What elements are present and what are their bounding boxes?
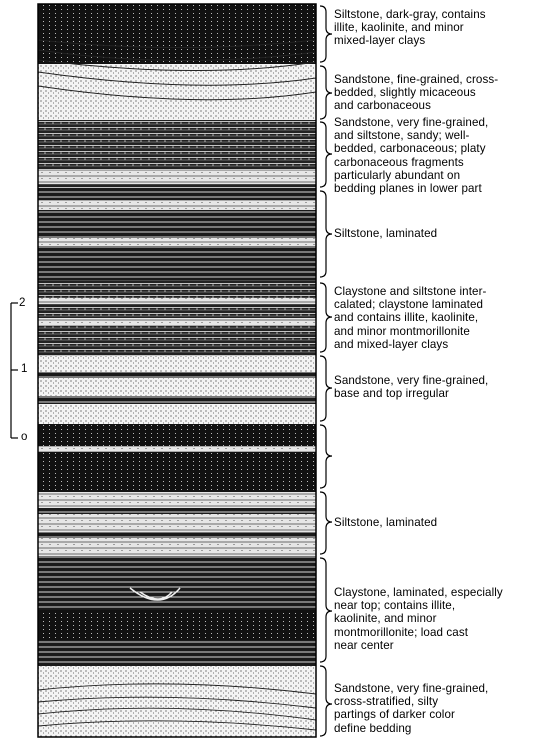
unit-label: Claystone and siltstone inter- calated; claystone laminated and contains illite, kaolinite, and minor montmorillonite and mixed-layer clays <box>334 285 487 351</box>
unit-label: Sandstone, very fine-grained, and siltstone, sandy; well- bedded, carbonaceous; platy carbonaceous fragments particularly abundant on bedding planes in lower part <box>334 116 489 196</box>
band-light <box>38 446 316 452</box>
scale-label-0: o <box>21 431 28 443</box>
bracket <box>320 356 332 421</box>
band-dark <box>38 372 316 378</box>
band-light <box>38 318 316 326</box>
band-dark <box>38 396 316 404</box>
band-light <box>38 200 316 210</box>
unit-siltstone-laminated-2 <box>38 492 316 556</box>
bracket <box>320 66 332 119</box>
unit-label: Siltstone, laminated <box>334 227 438 240</box>
band-dark <box>38 508 316 514</box>
band-light <box>38 170 316 184</box>
unit-dark-unlabeled <box>38 424 316 492</box>
unit-label: Siltstone, dark-gray, contains illite, kaolinite, and minor mixed-layer clays <box>334 8 486 48</box>
bracket <box>320 492 332 554</box>
bracket <box>320 425 332 488</box>
bracket <box>320 558 332 662</box>
unit-label: Sandstone, fine-grained, cross- bedded, slightly micaceous and carbonaceous <box>334 73 499 113</box>
unit-sandstone-very-fine <box>38 356 316 424</box>
bracket <box>320 6 332 62</box>
unit-label: Sandstone, very fine-grained, base and top irregular <box>334 374 489 401</box>
band-light <box>38 298 316 304</box>
unit-label: Sandstone, very fine-grained, cross-stratified, silty partings of darker color define bedding <box>334 682 489 735</box>
bracket <box>320 283 332 352</box>
unit-label: Siltstone, laminated <box>334 516 438 529</box>
scale-label-2: 2 <box>19 297 26 309</box>
bracket <box>320 122 332 187</box>
band-light <box>38 238 316 246</box>
scale-label-1: 1 <box>21 363 28 375</box>
unit-label: Claystone, laminated, especially near top; contains illite, kaolinite, and minor montmorillonite; load cast near center <box>334 586 503 652</box>
bracket <box>320 191 332 277</box>
band-dark <box>38 532 316 538</box>
bracket <box>320 666 332 736</box>
rock-column <box>38 4 316 737</box>
bracket-group <box>320 6 332 736</box>
band-mid <box>38 610 316 640</box>
scale-bar <box>11 303 18 438</box>
